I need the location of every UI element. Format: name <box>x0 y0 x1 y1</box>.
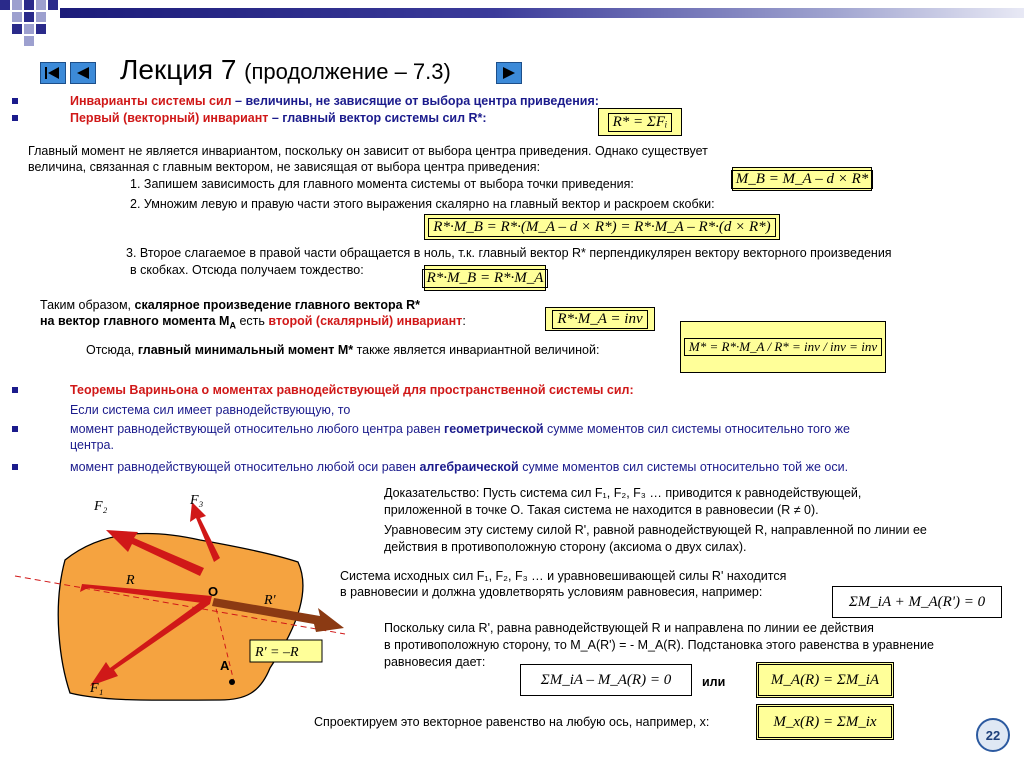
proof-text: приложенной в точке O. Такая система не находится в равновесии (R ≠ 0). <box>384 503 819 517</box>
formula-second-invariant <box>545 307 655 331</box>
label-f3: F₃ <box>190 493 204 508</box>
label-r: R <box>126 573 135 588</box>
second-invariant-term: второй (скалярный) инвариант <box>268 314 463 328</box>
para-sub: A <box>229 320 236 331</box>
para-text: сумме моментов сил системы относительно того же <box>543 422 850 436</box>
formula-r-prime-text: R' = –R <box>255 645 299 660</box>
formula-text: ΣM_iA – M_A(R) = 0 <box>540 671 672 688</box>
label-o: O <box>208 584 219 599</box>
formula-step2 <box>424 214 780 240</box>
varignon-bullet1-cont: центра. <box>70 438 114 452</box>
formula-text: M_A(R) = ΣM_iA <box>770 671 880 688</box>
proof-text: Уравновесим эту систему силой R', равной равнодействующей R, направленной по линии ее <box>384 523 927 537</box>
first-slide-button[interactable] <box>40 62 66 84</box>
deco-square <box>12 24 22 34</box>
triangle-left-icon <box>71 63 95 83</box>
formula-min-moment <box>680 321 886 373</box>
para-bold: скалярное произведение главного вектора R* <box>134 298 420 312</box>
para-bold: на вектор главного момента M <box>40 314 230 328</box>
step-text: 1. Запишем зависимость для главного момента системы от выбора точки приведения: <box>130 177 634 191</box>
invariants-line <box>70 93 599 109</box>
formula-text: R*·M_B = R*·(M_A – d × R*) = R*·M_A – R*·(d × R*) <box>428 218 775 237</box>
skip-back-icon <box>41 63 65 83</box>
prev-slide-button[interactable] <box>70 62 96 84</box>
bullet <box>12 115 18 121</box>
step-text: в скобках. Отсюда получаем тождество: <box>130 263 364 277</box>
formula-text: R*·M_B = R*·M_A <box>422 269 549 288</box>
formula-text: R* = ΣFᵢ <box>608 113 673 132</box>
proof-text: Спроектируем это векторное равенство на любую ось, например, x: <box>314 715 710 729</box>
title-sub: (продолжение – 7.3) <box>244 59 451 84</box>
para-text: также является инвариантной величиной: <box>353 343 600 357</box>
triangle-right-icon <box>497 63 521 83</box>
proof-text: Поскольку сила R', равна равнодействующей R и направлена по линии ее действия <box>384 621 874 635</box>
formula-text: M_x(R) = ΣM_ix <box>773 713 877 730</box>
formula-equilibrium <box>832 586 1002 618</box>
varignon-bullet2 <box>70 459 848 475</box>
para-text: Отсюда, <box>86 343 138 357</box>
label-f2: F₂ <box>94 499 108 514</box>
para-text: момент равнодействующей относительно любой оси равен <box>70 460 420 474</box>
deco-square <box>0 0 10 10</box>
or-text: или <box>702 675 726 689</box>
page-title <box>120 54 451 86</box>
para-text: сумме моментов сил системы относительно той же оси. <box>518 460 849 474</box>
para-text: Таким образом, <box>40 298 135 312</box>
formula-step1 <box>732 167 872 191</box>
para-text: есть <box>235 314 269 328</box>
formula-main-vector <box>598 108 682 136</box>
varignon-intro: Если система сил имеет равнодействующую, то <box>70 403 351 417</box>
first-invariant-line <box>70 110 487 126</box>
proof-text: в равновесии и должна удовлетворять условиям равновесия, например: <box>340 585 763 599</box>
para-bold: главный минимальный момент M* <box>137 343 354 357</box>
para-text: : <box>462 314 466 328</box>
point-a <box>229 679 235 685</box>
bullet <box>12 387 18 393</box>
formula-text: M* = R*·M_A / R* = inv / inv = inv <box>684 338 882 356</box>
bullet <box>12 464 18 470</box>
step-text: 3. Второе слагаемое в правой части обращается в ноль, т.к. главный вектор R* перпендикулярен вектору векторного произведения <box>126 246 892 260</box>
first-invariant-definition: – главный вектор системы сил R*: <box>268 111 487 125</box>
page-number-badge <box>976 718 1010 752</box>
bullet <box>12 426 18 432</box>
deco-square <box>36 24 46 34</box>
para2-line2 <box>40 313 466 334</box>
varignon-title: Теоремы Вариньона о моментах равнодействующей для пространственной системы сил: <box>70 383 634 397</box>
deco-square <box>48 0 58 10</box>
deco-square <box>12 12 22 22</box>
proof-text: Система исходных сил F₁, F₂, F₃ … и уравновешивающей силы R' находится <box>340 569 787 583</box>
formula-text: R*·M_A = inv <box>552 310 647 329</box>
force-diagram <box>10 488 360 728</box>
proof-text: Доказательство: Пусть система сил F₁, F₂, F₃ … приводится к равнодействующей, <box>384 486 862 500</box>
para-text: момент равнодействующей относительно любого центра равен <box>70 422 445 436</box>
deco-square <box>24 36 34 46</box>
bullet <box>12 98 18 104</box>
page-number: 22 <box>985 727 1001 743</box>
label-f1: F₁ <box>90 681 104 696</box>
proof-text: в противоположную сторону, то M_A(R') = - M_A(R). Подстановка этого равенства в уравнение <box>384 638 934 652</box>
para-bold: алгебраической <box>419 460 519 474</box>
varignon-bullet1 <box>70 421 850 437</box>
proof-text: равновесия дает: <box>384 655 486 669</box>
step-text: 2. Умножим левую и правую части этого выражения скалярно на главный вектор и раскроем скобки: <box>130 197 715 211</box>
invariants-definition: – величины, не зависящие от выбора центра приведения: <box>231 94 599 108</box>
label-r-prime: R' <box>264 593 276 608</box>
para2-line1 <box>40 297 420 313</box>
deco-square <box>36 0 46 10</box>
invariants-term: Инварианты системы сил <box>70 94 232 108</box>
formula-substitution <box>520 664 692 696</box>
formula-text: M_B = M_A – d × R* <box>731 170 873 189</box>
formula-projection <box>756 704 894 740</box>
first-invariant-term: Первый (векторный) инвариант <box>70 111 269 125</box>
deco-square <box>24 0 34 10</box>
para-text: Главный момент не является инвариантом, поскольку он зависит от выбора центра приведения. Однако существует <box>28 144 708 158</box>
formula-result <box>756 662 894 698</box>
formula-text: ΣM_iA + M_A(R') = 0 <box>848 593 986 610</box>
title-main: Лекция 7 <box>120 54 237 85</box>
formula-step3 <box>424 265 546 291</box>
deco-square <box>12 0 22 10</box>
next-slide-button[interactable] <box>496 62 522 84</box>
deco-square <box>36 12 46 22</box>
proof-text: действия в противоположную сторону (аксиома о двух силах). <box>384 540 747 554</box>
header-gradient-bar <box>60 8 1024 18</box>
deco-square <box>24 12 34 22</box>
para-text: величина, связанная с главным вектором, не зависящая от выбора центра приведения: <box>28 160 541 174</box>
para-bold: геометрической <box>444 422 544 436</box>
label-a: A <box>220 658 230 673</box>
para2-line3 <box>86 342 599 358</box>
deco-square <box>24 24 34 34</box>
